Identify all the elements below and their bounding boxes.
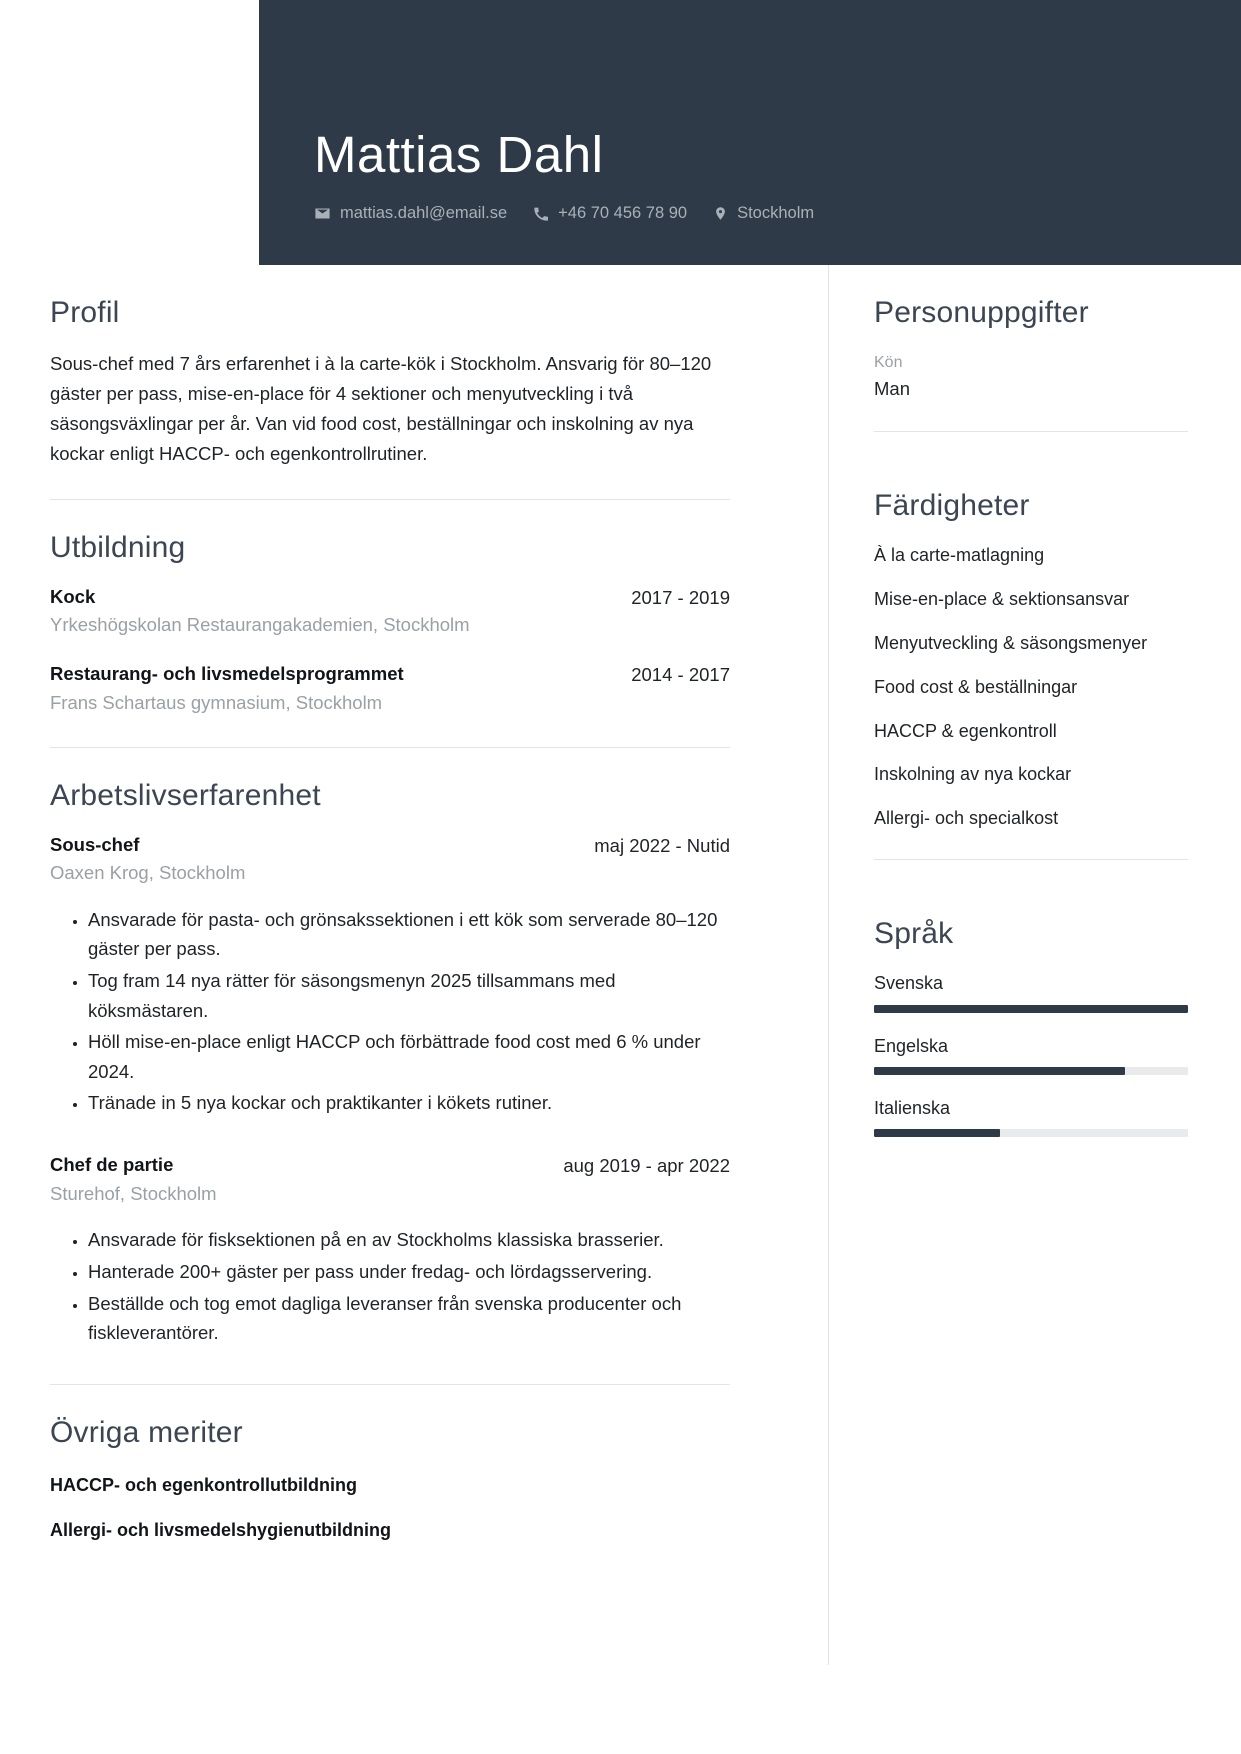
experience-role: Sous-chef (50, 833, 140, 855)
experience-date: maj 2022 - Nutid (594, 834, 730, 856)
contact-location-value: Stockholm (737, 204, 815, 222)
list-item: • Tog fram 14 nya rätter för säsongsmenyn 2025 tillsammans med köksmästaren. (88, 966, 730, 1025)
contact-row (314, 204, 1201, 223)
experience-entry (50, 832, 730, 1118)
section-title-profile: Profil (50, 296, 120, 329)
experience-bullets (50, 1225, 730, 1347)
language-level-fill (874, 1005, 1188, 1013)
sidebar-divider (874, 859, 1188, 860)
section-personal-details (874, 265, 1188, 403)
experience-role: Chef de partie (50, 1154, 174, 1176)
section-title-personal-details: Personuppgifter (874, 296, 1089, 329)
contact-location[interactable] (713, 204, 814, 223)
main-column (50, 265, 780, 1541)
education-date: 2014 - 2017 (631, 664, 730, 686)
education-school: Frans Schartaus gymnasium, Stockholm (50, 691, 383, 713)
personal-detail-label: Kön (874, 354, 903, 371)
language-name: Italienska (874, 1098, 951, 1119)
skill-item: Mise-en-place & sektionsansvar (874, 588, 1130, 609)
section-experience (50, 778, 730, 1348)
sidebar-column (828, 265, 1188, 1665)
section-other-merits (50, 1415, 730, 1541)
profile-text: Sous-chef med 7 års erfarenhet i à la carte-kök i Stockholm. Ansvarig för 80–120 gäster per pass, mise-en-place för 4 sektioner och menyutveckling i två säsongsväxlingar per år. Van vid food cost, beställningar och inskolning av nya kockar enligt HACCP- och egenkontrollrutiner. (50, 353, 712, 464)
section-skills (874, 458, 1188, 832)
contact-email-value: mattias.dahl@email.se (340, 204, 508, 222)
list-item: • Höll mise-en-place enligt HACCP och förbättrade food cost med 6 % under 2024. (88, 1027, 730, 1086)
education-entry-head (50, 584, 730, 611)
section-divider (50, 1384, 730, 1385)
education-degree: Kock (50, 585, 96, 607)
list-item: • Hanterade 200+ gäster per pass under fredag- och lördagsservering. (88, 1257, 730, 1287)
education-school: Yrkeshögskolan Restaurangakademien, Stockholm (50, 614, 470, 636)
skill-item: Inskolning av nya kockar (874, 764, 1072, 785)
education-date: 2017 - 2019 (631, 586, 730, 608)
experience-bullets (50, 905, 730, 1118)
list-item: • Tränade in 5 nya kockar och praktikanter i kökets rutiner. (88, 1088, 730, 1118)
skill-item: Allergi- och specialkost (874, 808, 1059, 829)
section-title-languages: Språk (874, 917, 954, 951)
merit-item: HACCP- och egenkontrollutbildning (50, 1474, 357, 1495)
education-degree: Restaurang- och livsmedelsprogrammet (50, 663, 404, 685)
header-content (314, 128, 1201, 223)
language-level-track (874, 1129, 1188, 1137)
experience-entry (50, 1152, 730, 1348)
resume-header (259, 0, 1241, 265)
contact-phone[interactable] (533, 204, 687, 223)
location-icon (713, 205, 728, 222)
skill-item: Food cost & beställningar (874, 676, 1078, 697)
skill-item: À la carte-matlagning (874, 544, 1045, 565)
language-level-fill (874, 1067, 1125, 1075)
language-item (874, 1035, 1188, 1075)
list-item: • Ansvarade för fisksektionen på en av Stockholms klassiska brasserier. (88, 1225, 730, 1255)
personal-detail-field (874, 351, 1188, 403)
education-entry-head (50, 661, 730, 688)
section-title-education: Utbildning (50, 530, 186, 564)
experience-entry-head (50, 832, 730, 859)
merit-item: Allergi- och livsmedelshygienutbildning (50, 1519, 392, 1540)
section-education (50, 530, 730, 717)
section-divider (50, 499, 730, 500)
email-icon (314, 205, 331, 222)
contact-email[interactable] (314, 204, 507, 223)
section-languages (874, 886, 1188, 1137)
education-entry (50, 584, 730, 639)
language-item (874, 972, 1188, 1012)
resume-body (0, 265, 1241, 1754)
section-title-experience: Arbetslivserfarenhet (50, 778, 321, 812)
education-entry (50, 661, 730, 716)
contact-phone-value: +46 70 456 78 90 (558, 204, 688, 222)
experience-date: aug 2019 - apr 2022 (563, 1155, 730, 1177)
section-profile (50, 265, 730, 469)
section-title-other-merits: Övriga meriter (50, 1415, 243, 1449)
personal-detail-value: Man (874, 378, 910, 399)
skill-item: Menyutveckling & säsongsmenyer (874, 632, 1148, 653)
skill-item: HACCP & egenkontroll (874, 720, 1057, 741)
experience-entry-head (50, 1152, 730, 1179)
list-item: • Ansvarade för pasta- och grönsakssektionen i ett kök som serverade 80–120 gäster per pass. (88, 905, 730, 964)
language-level-track (874, 1067, 1188, 1075)
page-title: Mattias Dahl (314, 126, 604, 184)
section-divider (50, 747, 730, 748)
experience-employer: Sturehof, Stockholm (50, 1182, 217, 1204)
language-name: Engelska (874, 1035, 949, 1056)
phone-icon (533, 206, 549, 222)
language-item (874, 1097, 1188, 1137)
experience-employer: Oaxen Krog, Stockholm (50, 862, 246, 884)
section-title-skills: Färdigheter (874, 488, 1030, 522)
language-level-fill (874, 1129, 1000, 1137)
language-level-track (874, 1005, 1188, 1013)
language-name: Svenska (874, 973, 944, 994)
sidebar-divider (874, 431, 1188, 432)
list-item: • Beställde och tog emot dagliga leveranser från svenska producenter och fiskleverantörer. (88, 1289, 730, 1348)
